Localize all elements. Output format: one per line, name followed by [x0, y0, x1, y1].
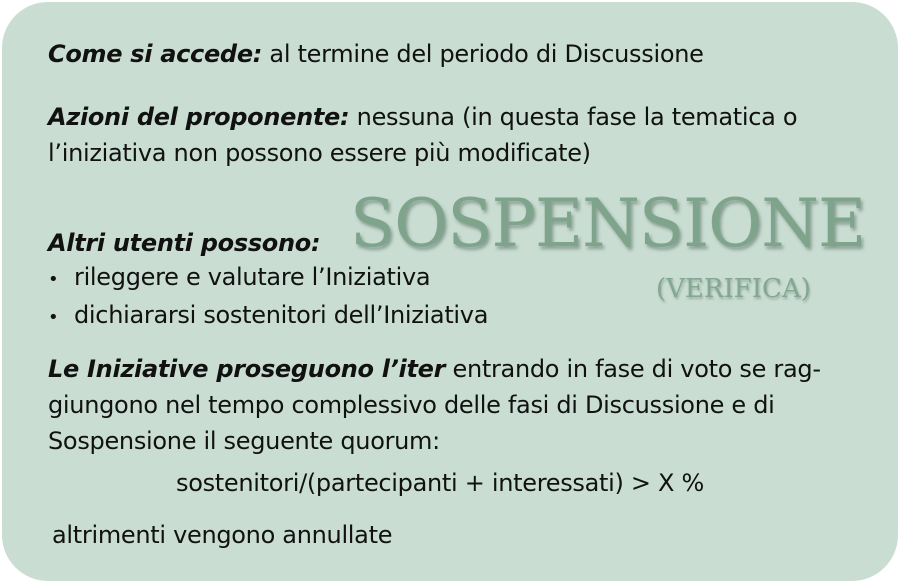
proposer-text-2: l’iniziativa non possono essere più modificate) — [48, 139, 591, 167]
list-item-text: rileggere e valutare l’Iniziativa — [74, 263, 431, 291]
bullet-icon: • — [48, 269, 59, 290]
continue-text-1: entrando in fase di voto se rag- — [445, 355, 821, 383]
continue-label: Le Iniziative proseguono l’iter — [48, 355, 446, 383]
list-item-text: dichiararsi sostenitori dell’Iniziativa — [74, 301, 489, 329]
proposer-text-1: nessuna (in questa fase la tematica o — [349, 103, 798, 131]
otherwise-text: altrimenti vengono annullate — [52, 521, 393, 549]
phase-subtitle: (VERIFICA) — [656, 274, 811, 304]
proposer-row — [48, 102, 797, 132]
access-label: Come si accede: — [48, 40, 263, 68]
quorum-formula: sostenitori/(partecipanti + interessati) > X % — [176, 469, 705, 497]
access-text: al termine del periodo di Discussione — [262, 40, 704, 68]
others-label: Altri utenti possono: — [48, 229, 321, 257]
list-item — [48, 262, 430, 295]
phase-title: SOSPENSIONE — [350, 185, 866, 262]
list-item — [48, 300, 488, 333]
info-card — [2, 2, 898, 581]
access-row — [48, 39, 704, 69]
continue-text-2: giungono nel tempo complessivo delle fasi di Discussione e di — [48, 391, 775, 419]
proposer-label: Azioni del proponente: — [48, 103, 350, 131]
bullet-icon: • — [48, 307, 59, 328]
continue-text-3: Sospensione il seguente quorum: — [48, 427, 440, 455]
continue-row — [48, 354, 821, 384]
